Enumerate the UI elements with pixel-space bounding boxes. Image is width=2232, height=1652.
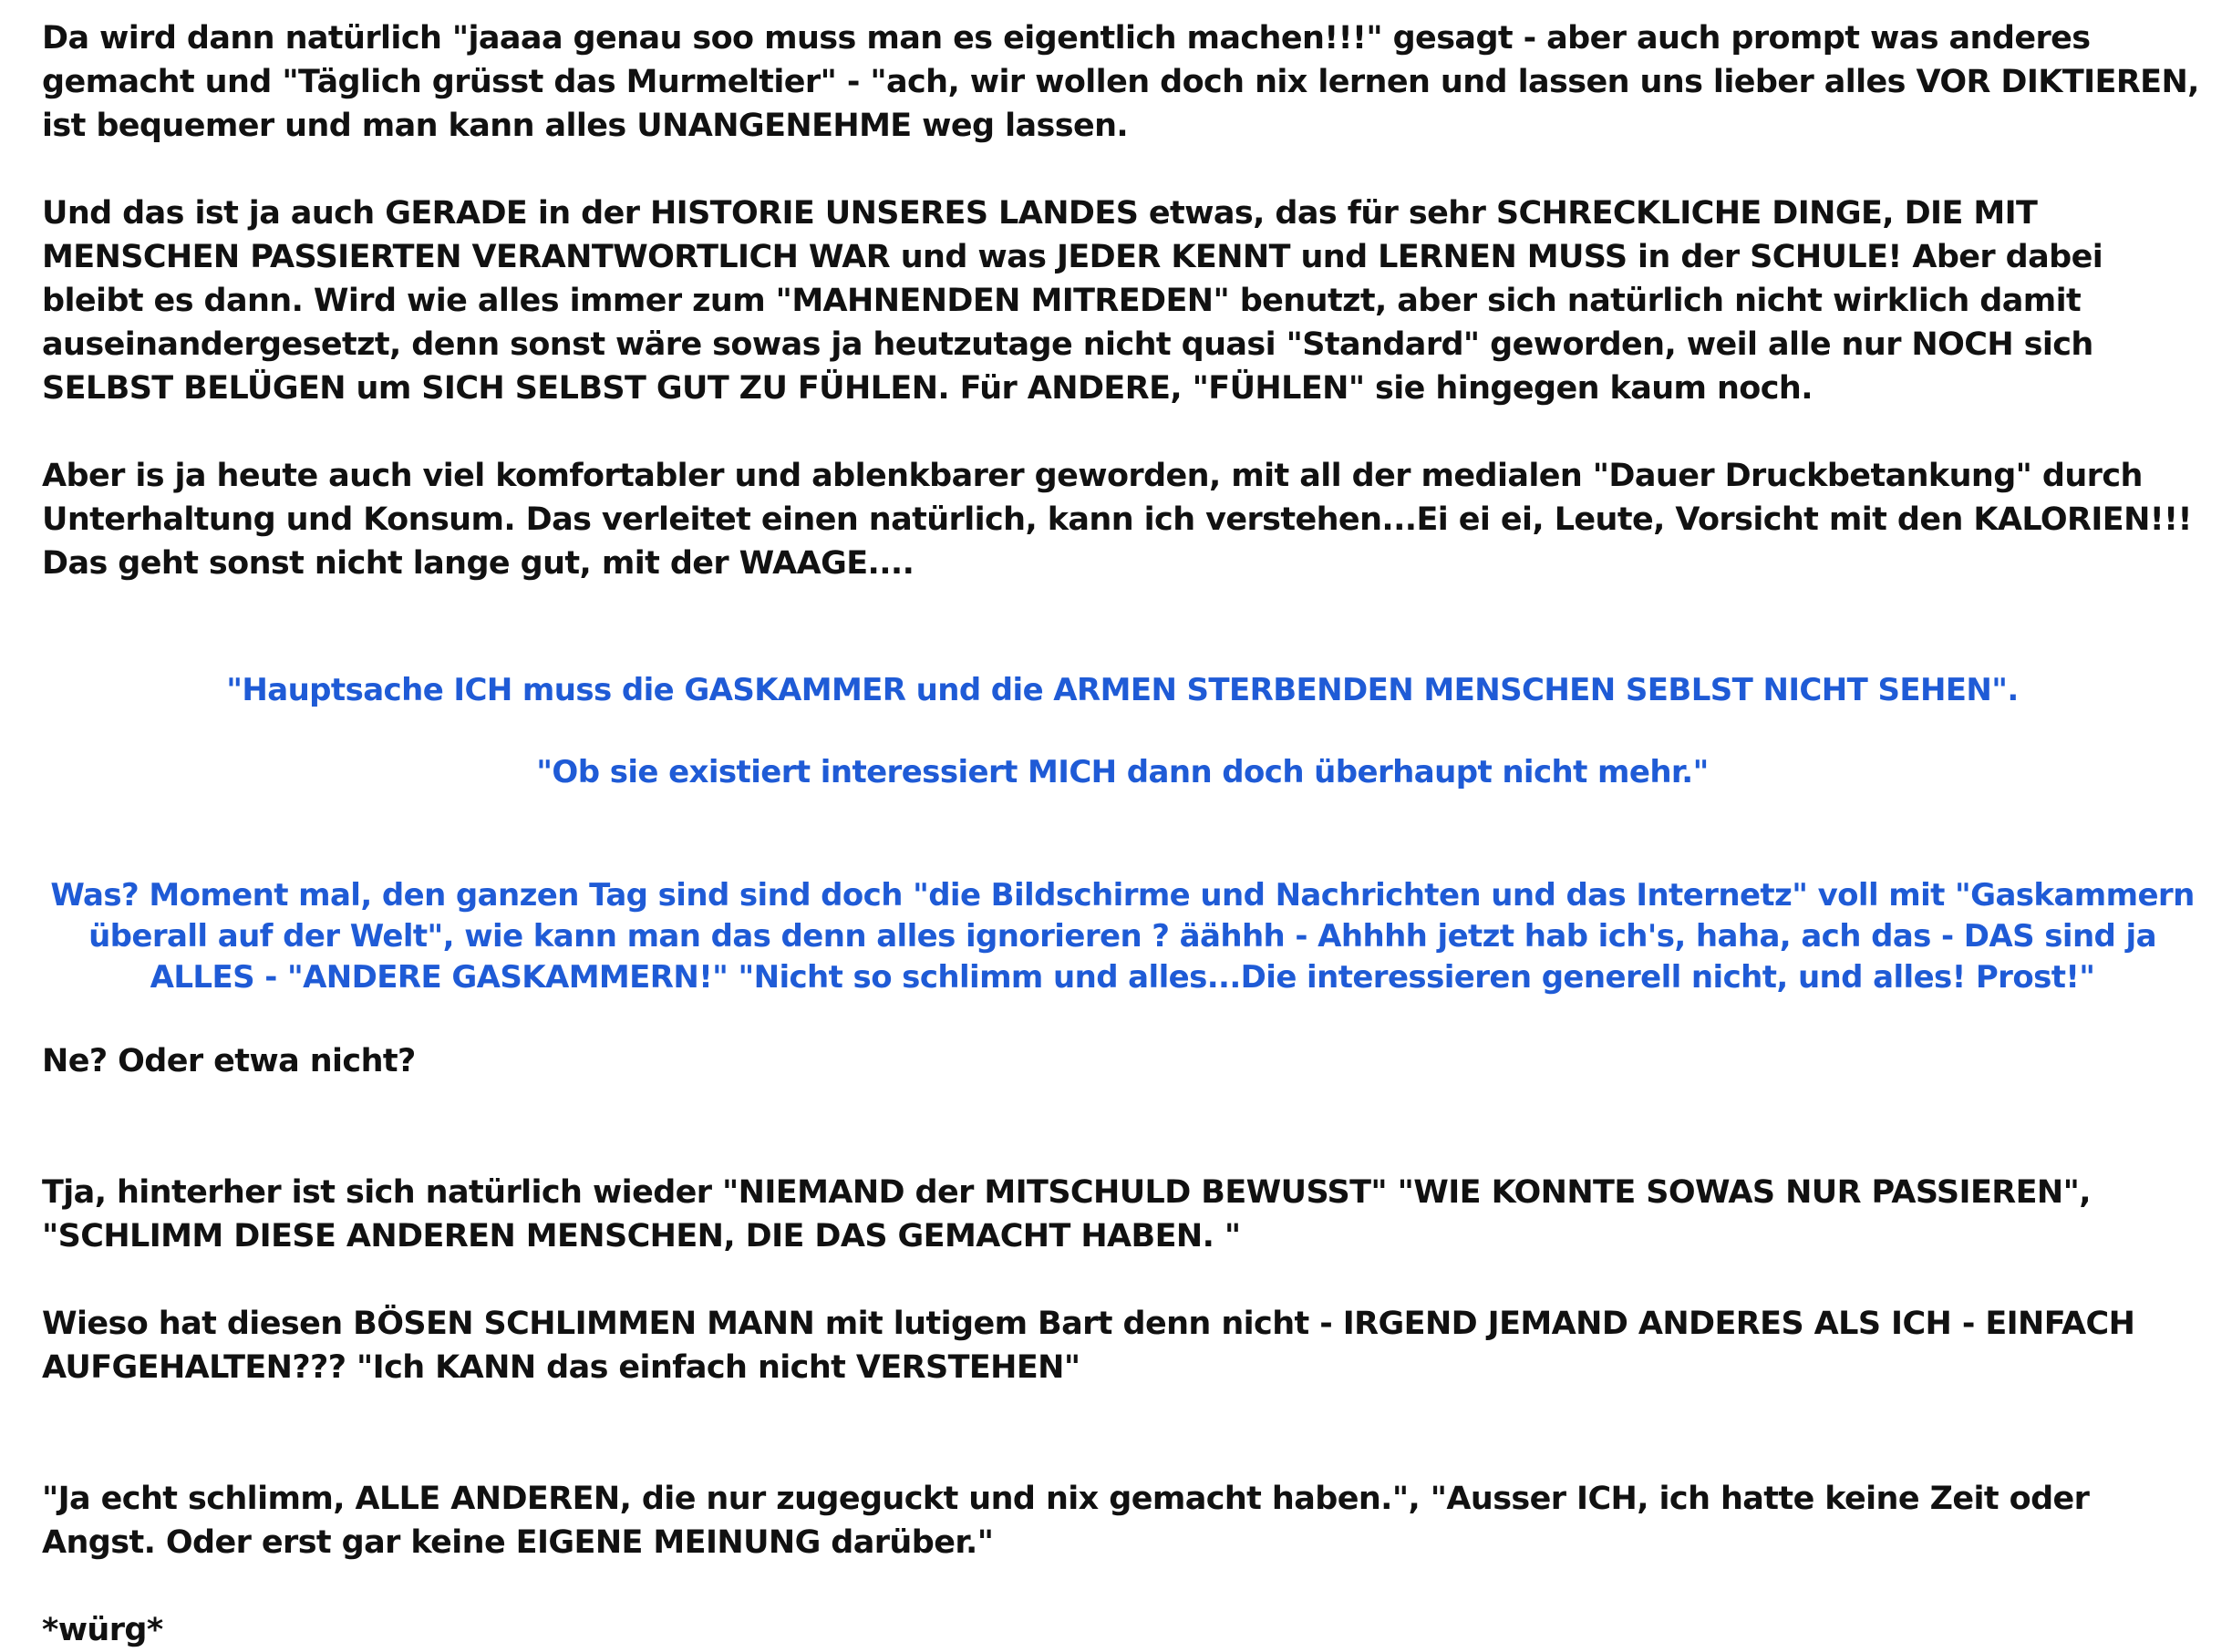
- paragraph-4: Ne? Oder etwa nicht?: [42, 1043, 416, 1079]
- blue-quote-2: Was? Moment mal, den ganzen Tag sind sind doch "die Bildschirme und Nachrichten und das Internetz" voll mit "Gaskammern überall auf der Welt", wie kann man das denn alles ignorieren ? äähhh - Ahhhh jetzt hab ich's, haha, ach das - DAS sind ja ALLES - "ANDERE GASKAMMERN!" "Nicht so schlimm und alles...Die interessieren generell nicht, und alles! Prost!": [50, 877, 2195, 996]
- paragraph-2: Und das ist ja auch GERADE in der HISTORIE UNSERES LANDES etwas, das für sehr SCHRECKLICHE DINGE, DIE MIT MENSCHEN PASSIERTEN VERANTWORTLICH WAR und was JEDER KENNT und LERNEN MUSS in der SCHULE! Aber dabei bleibt es dann. Wird wie alles immer zum "MAHNENDEN MITREDEN" benutzt, aber sich natürlich nicht wirklich damit auseinandergesetzt, denn sonst wäre sowas ja heutzutage nicht quasi "Standard" geworden, weil alle nur NOCH sich SELBST BELÜGEN um SICH SELBST GUT ZU FÜHLEN. Für ANDERE, "FÜHLEN" sie hingegen kaum noch.: [42, 195, 2103, 407]
- paragraph-1: Da wird dann natürlich "jaaaa genau soo muss man es eigentlich machen!!!" gesagt - aber auch prompt was anderes gemacht und "Täglich grüsst das Murmeltier" - "ach, wir wollen doch nix lernen und lassen uns lieber alles VOR DIKTIEREN, ist bequemer und man kann alles UNANGENEHME weg lassen.: [42, 20, 2199, 144]
- paragraph-6: "Ja echt schlimm, ALLE ANDEREN, die nur zugeguckt und nix gemacht haben.", "Ausser ICH, ich hatte keine Zeit oder Angst. Oder erst gar keine EIGENE MEINUNG darüber.": [42, 1481, 2090, 1561]
- paragraph-5-line-1: Tja, hinterher ist sich natürlich wieder "NIEMAND der MITSCHULD BEWUSST" "WIE KONNTE SOWAS NUR PASSIEREN", "SCHLIMM DIESE ANDEREN MENSCHEN, DIE DAS GEMACHT HABEN. ": [42, 1174, 2091, 1254]
- paragraph-5-line-2: Wieso hat diesen BÖSEN SCHLIMMEN MANN mit lutigem Bart denn nicht - IRGEND JEMAND ANDERES ALS ICH - EINFACH AUFGEHALTEN??? "Ich KANN das einfach nicht VERSTEHEN": [42, 1306, 2135, 1386]
- paragraph-5: [42, 1127, 2203, 1433]
- blue-quote-1-line-1: "Hauptsache ICH muss die GASKAMMER und die ARMEN STERBENDEN MENSCHEN SEBLST NICHT SEHEN".: [226, 672, 2019, 708]
- paragraph-7: *würg*: [42, 1612, 163, 1648]
- document-body: [42, 16, 2203, 1652]
- blue-quote-1-line-2: "Ob sie existiert interessiert MICH dann doch überhaupt nicht mehr.": [536, 754, 1709, 790]
- blue-quote-1: [42, 629, 2203, 834]
- paragraph-3: Aber is ja heute auch viel komfortabler und ablenkbarer geworden, mit all der medialen "Dauer Druckbetankung" durch Unterhaltung und Konsum. Das verleitet einen natürlich, kann ich verstehen...Ei ei ei, Leute, Vorsicht mit den KALORIEN!!! Das geht sonst nicht lange gut, mit der WAAGE....: [42, 458, 2192, 582]
